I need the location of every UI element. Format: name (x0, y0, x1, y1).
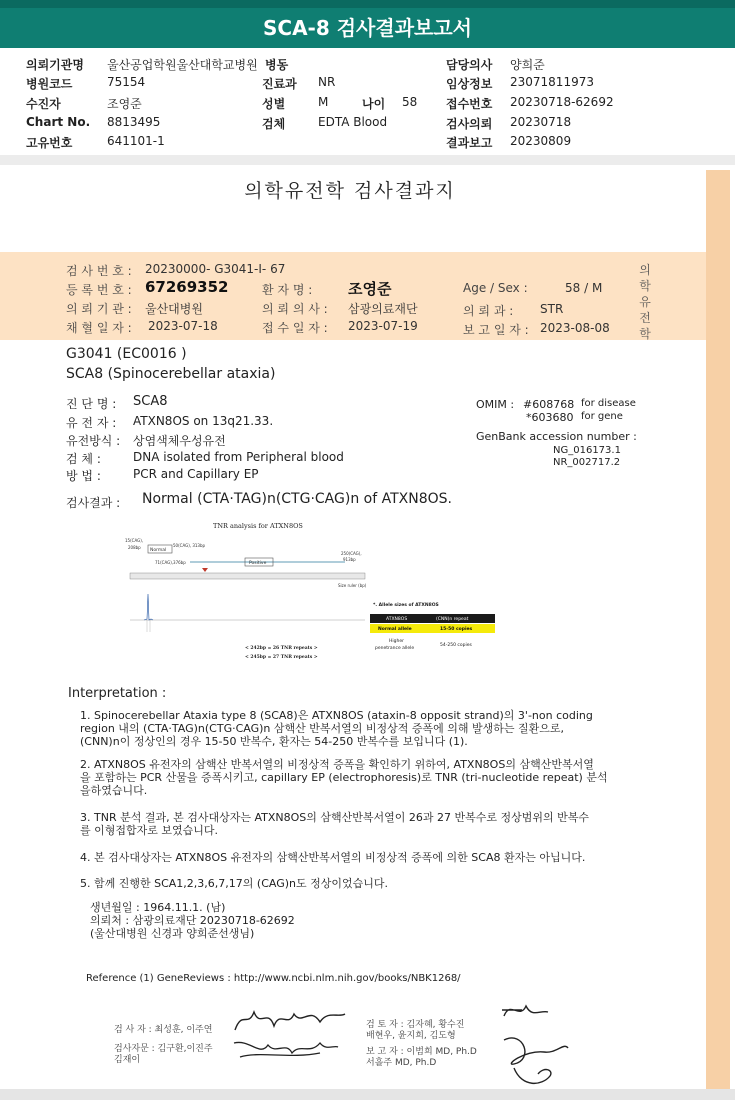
reference: Reference (1) GeneReviews : http://www.ncbi.nlm.nih.gov/books/NBK1268/ (86, 973, 461, 984)
info-value: 울산공업학원울산대학교병원 (107, 58, 258, 72)
tnr-figure-svg (125, 518, 510, 668)
peak2-label: < 245bp = 27 TNR repeats > (245, 655, 318, 660)
marker-arrow-icon (202, 568, 208, 572)
info-value: 20230718-62692 (510, 95, 614, 109)
interpretation-title: Interpretation : (68, 686, 167, 701)
reporter-label: 보 고 자 : 이범희 MD, Ph.D 서흘주 MD, Ph.D (366, 1047, 477, 1068)
info-value: 20230809 (510, 134, 572, 148)
info-label: 수진자 (26, 97, 61, 111)
test-no-label: 검 사 번 호 : (66, 264, 132, 278)
pen-allele-text-2: penetrance allele (375, 646, 415, 651)
tester2-label: 검사자문 : 김구환,이진주 김재이 (114, 1044, 213, 1065)
patient-note: 생년월일 : 1964.11.1. (남) 의뢰처 : 삼광의료재단 20230718-62692 (울산대병원 신경과 양희준선생님) (90, 901, 295, 940)
page-bottom-edge (0, 1089, 735, 1100)
diagnosis-value: SCA8 (133, 394, 168, 409)
normal-allele-text: Normal allele (378, 627, 412, 632)
reg-no-label: 등 록 번 호 : (66, 283, 132, 297)
dept-value: STR (540, 302, 564, 316)
allele-col2-text: (CNN)n repeat (436, 617, 469, 622)
tnr-l6: 913bp (343, 557, 356, 562)
result-label: 검사결과 : (66, 496, 121, 510)
doctor-label: 의 뢰 의 사 : (262, 302, 328, 316)
peak1-label: < 242bp = 26 TNR repeats > (245, 646, 318, 651)
tnr-l2: 208bp (128, 545, 141, 550)
info-label: 진료과 (262, 77, 297, 91)
info-value: NR (318, 75, 336, 89)
omim-disease-id: #608768 (523, 398, 575, 411)
patient-value: 조영준 (348, 280, 392, 298)
info-label: 병동 (265, 58, 289, 72)
info-value: 8813495 (107, 115, 161, 129)
document-side-strip (706, 170, 730, 1090)
dept-label: 의 뢰 과 : (463, 304, 514, 318)
info-label: Chart No. (26, 115, 91, 129)
info-value: 조영준 (107, 97, 142, 111)
positive-box-label: Positive (249, 561, 267, 566)
gene-value: ATXN8OS on 13q21.33. (133, 414, 274, 428)
test-name: SCA8 (Spinocerebellar ataxia) (66, 366, 276, 382)
pen-allele-text-1: Higher (389, 639, 404, 644)
omim-label: OMIM : (476, 398, 515, 411)
signature-1-icon (230, 1000, 350, 1035)
info-label: 접수번호 (446, 97, 493, 111)
report-title: SCA-8 검사결과보고서 (263, 16, 472, 40)
vertical-label: 의학유전학 (639, 263, 651, 341)
document-title: 의학유전학 검사결과지 (244, 180, 456, 202)
info-value: 23071811973 (510, 75, 594, 89)
interpretation-paragraph-1: 1. Spinocerebellar Ataxia type 8 (SCA8)은 ATXN8OS (ataxin-8 opposit strand)의 3'-non coding region 내의 (CTA·TAG)n(CTG·CAG)n 삼핵산 반복서열의 비정상적 증폭에 의해 발생하는 질환으로, (CNN)n이 정상인의 경우 15-50 반복수, 환자는 54-250 반복수를 보입니다 (1). (80, 709, 593, 748)
genbank-nm1: NG_016173.1 (553, 445, 621, 456)
genbank-nm2: NR_002717.2 (553, 457, 621, 468)
diagnosis-label: 진 단 명 : (66, 397, 117, 411)
tnr-l1: 15(CAG), (125, 538, 144, 543)
reported-label: 보 고 일 자 : (463, 323, 529, 337)
normal-range-text: 15-50 copies (440, 627, 473, 632)
received-value: 2023-07-19 (348, 319, 418, 333)
test-no-value: 20230000- G3041-I- 67 (145, 262, 286, 276)
specimen-value: DNA isolated from Peripheral blood (133, 450, 344, 464)
age-sex-label: Age / Sex : (463, 281, 528, 295)
info-label: 병원코드 (26, 77, 73, 91)
method-value: PCR and Capillary EP (133, 467, 259, 481)
omim-disease-text: for disease (581, 398, 636, 409)
collected-value: 2023-07-18 (148, 319, 218, 333)
info-label: 검사의뢰 (446, 117, 493, 131)
institution-value: 울산대병원 (145, 302, 203, 316)
info-label: 임상정보 (446, 77, 493, 91)
reg-no-value: 67269352 (145, 278, 229, 296)
reviewer-label: 검 토 자 : 김자혜, 황수진 배현우, 윤지희, 김도형 (366, 1020, 465, 1041)
info-label: 검체 (262, 117, 286, 131)
trace-peaks (144, 594, 153, 620)
patient-label: 환 자 명 : (262, 283, 313, 297)
info-label: 의뢰기관명 (26, 58, 84, 72)
genbank-label: GenBank accession number : (476, 430, 637, 443)
pen-range-text: 54-250 copies (440, 643, 472, 648)
received-label: 접 수 일 자 : (262, 321, 328, 335)
info-value: 20230718 (510, 115, 572, 129)
reported-value: 2023-08-08 (540, 321, 610, 335)
info-value: 양희준 (510, 58, 545, 72)
info-value: 58 (402, 95, 418, 109)
info-label: 담당의사 (446, 58, 493, 72)
inheritance-value: 상염색체우성유전 (133, 434, 226, 448)
size-ruler-label: Size ruler (bp) (338, 583, 367, 588)
doctor-value: 삼광의료재단 (348, 302, 418, 316)
result-value: Normal (CTA·TAG)n(CTG·CAG)n of ATXN8OS. (142, 491, 452, 507)
omim-gene-text: for gene (581, 411, 623, 422)
interpretation-paragraph-2: 2. ATXN8OS 유전자의 삼핵산 반복서열의 비정상적 증폭을 확인하기 위하여, ATXN8OS의 삼핵산반복서열 을 포함하는 PCR 산물을 증폭시키고, capillary EP (electrophoresis)로 TNR (tri-nucleotide repeat) 분석 을하였습니다. (80, 758, 608, 797)
info-label: 나이 (362, 97, 386, 111)
tester-label: 검 사 자 : 최성훈, 이주연 (114, 1025, 213, 1035)
signature-3-icon (496, 996, 556, 1026)
tnr-analysis-figure (125, 518, 510, 668)
tnr-l5: 250(CAG), (341, 551, 362, 556)
signature-4-icon (494, 1030, 574, 1092)
info-value: M (318, 95, 329, 109)
test-code: G3041 (EC0016 ) (66, 346, 187, 362)
section-divider (0, 155, 735, 165)
signature-2-icon (230, 1033, 340, 1063)
info-value: EDTA Blood (318, 115, 388, 129)
allele-table-title: *. Allele sizes of ATXN8OS (373, 603, 439, 608)
age-sex-value: 58 / M (565, 281, 603, 295)
tnr-figure-title: TNR analysis for ATXN8OS (213, 522, 303, 530)
info-label: 결과보고 (446, 136, 493, 150)
info-value: 75154 (107, 75, 146, 89)
interpretation-paragraph-5: 5. 함께 진행한 SCA1,2,3,6,7,17의 (CAG)n도 정상이었습니다. (80, 877, 388, 890)
omim-gene-id: *603680 (526, 411, 574, 424)
tnr-l3: 50(CAG), 313bp (173, 543, 206, 548)
interpretation-paragraph-3: 3. TNR 분석 결과, 본 검사대상자는 ATXN8OS의 삼핵산반복서열이 26과 27 반복수로 정상범위의 반복수 를 이형접합자로 보였습니다. (80, 811, 589, 837)
tnr-l4: 71(CAG),376bp (155, 560, 186, 565)
interpretation-paragraph-4: 4. 본 검사대상자는 ATXN8OS 유전자의 삼핵산반복서열의 비정상적 증폭에 의한 SCA8 환자는 아닙니다. (80, 851, 586, 864)
method-label: 방 법 : (66, 469, 101, 483)
size-ruler-bar (130, 573, 365, 579)
gene-label: 유 전 자 : (66, 416, 117, 430)
info-value: 641101-1 (107, 134, 165, 148)
normal-box-label: Normal (150, 548, 167, 553)
institution-label: 의 뢰 기 관 : (66, 302, 132, 316)
info-label: 고유번호 (26, 136, 73, 150)
info-label: 성별 (262, 97, 286, 111)
specimen-label: 검 체 : (66, 452, 101, 466)
collected-label: 채 혈 일 자 : (66, 321, 132, 335)
inheritance-label: 유전방식 : (66, 434, 121, 448)
report-title-bar (0, 0, 735, 48)
allele-col1-text: ATXN8OS (386, 617, 408, 622)
